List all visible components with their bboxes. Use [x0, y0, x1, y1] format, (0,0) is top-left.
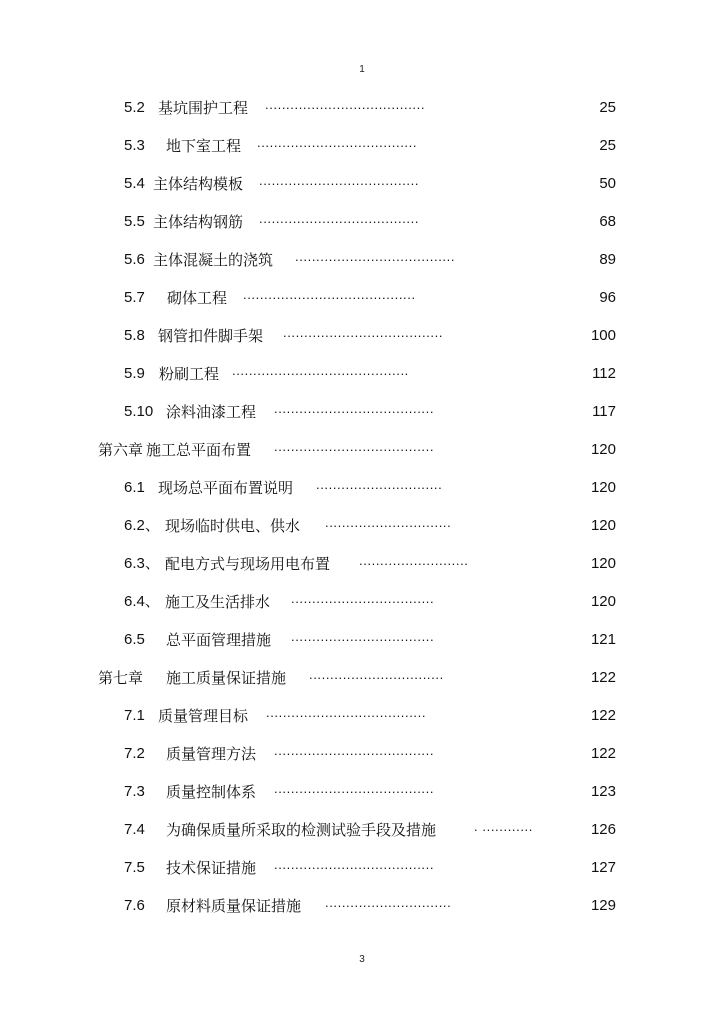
toc-entry — [0, 400, 724, 424]
toc-dot-leader: .......................................... — [232, 363, 409, 378]
toc-entry-title: 粉刷工程 — [159, 365, 220, 383]
toc-dot-leader: ...................................... — [274, 857, 435, 872]
toc-section-number: 7.2 — [124, 745, 145, 762]
toc-section-number: 5.10 — [124, 403, 154, 420]
toc-entry-title: 砌体工程 — [167, 289, 228, 307]
toc-entry — [0, 704, 724, 728]
toc-section-number: 6.3、 — [124, 555, 160, 572]
toc-dot-leader: ...................................... — [274, 439, 435, 454]
toc-entry-title: 现场临时供电、供水 — [165, 517, 301, 535]
toc-section-number: 5.5 — [124, 213, 145, 230]
toc-entry — [0, 324, 724, 348]
toc-dot-leader: ...................................... — [259, 211, 420, 226]
toc-section-number: 5.9 — [124, 365, 145, 382]
toc-dot-leader: . ............ — [474, 819, 533, 834]
toc-page-number: 25 — [599, 137, 616, 154]
toc-entry — [0, 628, 724, 652]
toc-section-number: 6.1 — [124, 479, 145, 496]
toc-dot-leader: ...................................... — [295, 249, 456, 264]
toc-section-number: 5.2 — [124, 99, 145, 116]
toc-entry — [0, 818, 724, 842]
toc-entry-title: 钢管扣件脚手架 — [158, 327, 264, 345]
toc-section-number: 7.6 — [124, 897, 145, 914]
toc-entry-title: 主体结构钢筋 — [153, 213, 244, 231]
toc-page-number: 89 — [599, 251, 616, 268]
toc-entry-title: 为确保质量所采取的检测试验手段及措施 — [166, 821, 437, 839]
toc-entry-title: 施工总平面布置 — [146, 441, 252, 459]
toc-entry — [0, 552, 724, 576]
toc-section-number: 7.3 — [124, 783, 145, 800]
toc-entry-title: 涂料油漆工程 — [166, 403, 257, 421]
toc-page-number: 120 — [590, 479, 616, 496]
toc-section-number: 6.5 — [124, 631, 145, 648]
toc-entry — [0, 96, 724, 120]
toc-entry — [0, 590, 724, 614]
toc-section-number: 5.4 — [124, 175, 145, 192]
toc-page-number: 122 — [590, 745, 616, 762]
toc-entry-title: 质量控制体系 — [166, 783, 257, 801]
toc-dot-leader: ...................................... — [274, 781, 435, 796]
toc-entry-title: 配电方式与现场用电布置 — [165, 555, 331, 573]
toc-entry — [0, 476, 724, 500]
toc-entry — [0, 248, 724, 272]
toc-section-number: 7.4 — [124, 821, 145, 838]
toc-dot-leader: ...................................... — [265, 97, 426, 112]
toc-page-number: 112 — [592, 365, 616, 382]
toc-section-number: 第六章 — [98, 441, 144, 459]
toc-page-number: 129 — [590, 897, 616, 914]
toc-page-number: 68 — [599, 213, 616, 230]
toc-entry-title: 基坑围护工程 — [158, 99, 249, 117]
toc-section-number: 第七章 — [98, 669, 144, 687]
toc-entry-title: 施工质量保证措施 — [166, 669, 287, 687]
toc-dot-leader: ...................................... — [274, 743, 435, 758]
toc-entry-title: 现场总平面布置说明 — [158, 479, 294, 497]
toc-page-number: 120 — [590, 441, 616, 458]
toc-dot-leader: .......................... — [359, 553, 469, 568]
toc-section-number: 7.1 — [124, 707, 145, 724]
toc-section-number: 5.6 — [124, 251, 145, 268]
toc-dot-leader: ...................................... — [266, 705, 427, 720]
toc-dot-leader: .............................. — [316, 477, 443, 492]
toc-entry-title: 质量管理方法 — [166, 745, 257, 763]
header-page-number: 1 — [359, 64, 365, 75]
toc-dot-leader: .............................. — [325, 515, 452, 530]
toc-page-number: 120 — [590, 517, 616, 534]
toc-section-number: 6.4、 — [124, 593, 160, 610]
toc-dot-leader: ...................................... — [283, 325, 444, 340]
toc-entry-title: 原材料质量保证措施 — [166, 897, 302, 915]
toc-entry — [0, 438, 724, 462]
toc-dot-leader: ...................................... — [274, 401, 435, 416]
toc-entry-title: 技术保证措施 — [166, 859, 257, 877]
toc-dot-leader: .................................. — [291, 591, 435, 606]
toc-entry-title: 地下室工程 — [166, 137, 242, 155]
toc-section-number: 7.5 — [124, 859, 145, 876]
toc-page-number: 122 — [590, 669, 616, 686]
toc-entry — [0, 514, 724, 538]
toc-entry-title: 质量管理目标 — [158, 707, 249, 725]
toc-page-number: 25 — [599, 99, 616, 116]
toc-dot-leader: ...................................... — [257, 135, 418, 150]
toc-entry — [0, 172, 724, 196]
toc-entry — [0, 742, 724, 766]
toc-section-number: 5.8 — [124, 327, 145, 344]
toc-entry-title: 施工及生活排水 — [165, 593, 271, 611]
footer-page-number: 3 — [359, 954, 365, 965]
toc-page-number: 120 — [590, 593, 616, 610]
toc-dot-leader: .................................. — [291, 629, 435, 644]
toc-entry — [0, 362, 724, 386]
toc-page-number: 122 — [590, 707, 616, 724]
toc-entry — [0, 780, 724, 804]
toc-page-number: 96 — [599, 289, 616, 306]
toc-page-number: 100 — [590, 327, 616, 344]
toc-page-number: 120 — [590, 555, 616, 572]
toc-page-number: 121 — [590, 631, 616, 648]
toc-entry-title: 主体结构模板 — [153, 175, 244, 193]
toc-entry — [0, 666, 724, 690]
toc-dot-leader: ...................................... — [259, 173, 420, 188]
toc-entry-title: 总平面管理措施 — [166, 631, 272, 649]
toc-page-number: 127 — [590, 859, 616, 876]
toc-section-number: 6.2、 — [124, 517, 160, 534]
toc-section-number: 5.7 — [124, 289, 145, 306]
toc-dot-leader: .............................. — [325, 895, 452, 910]
toc-dot-leader: ................................ — [309, 667, 444, 682]
toc-entry — [0, 894, 724, 918]
toc-entry-title: 主体混凝土的浇筑 — [153, 251, 274, 269]
toc-page-number: 123 — [590, 783, 616, 800]
toc-page-number: 126 — [590, 821, 616, 838]
toc-section-number: 5.3 — [124, 137, 145, 154]
toc-entry — [0, 210, 724, 234]
toc-page-number: 50 — [599, 175, 616, 192]
toc-entry — [0, 856, 724, 880]
toc-entry — [0, 286, 724, 310]
toc-dot-leader: ......................................... — [243, 287, 416, 302]
toc-entry — [0, 134, 724, 158]
toc-page-number: 117 — [592, 403, 616, 420]
